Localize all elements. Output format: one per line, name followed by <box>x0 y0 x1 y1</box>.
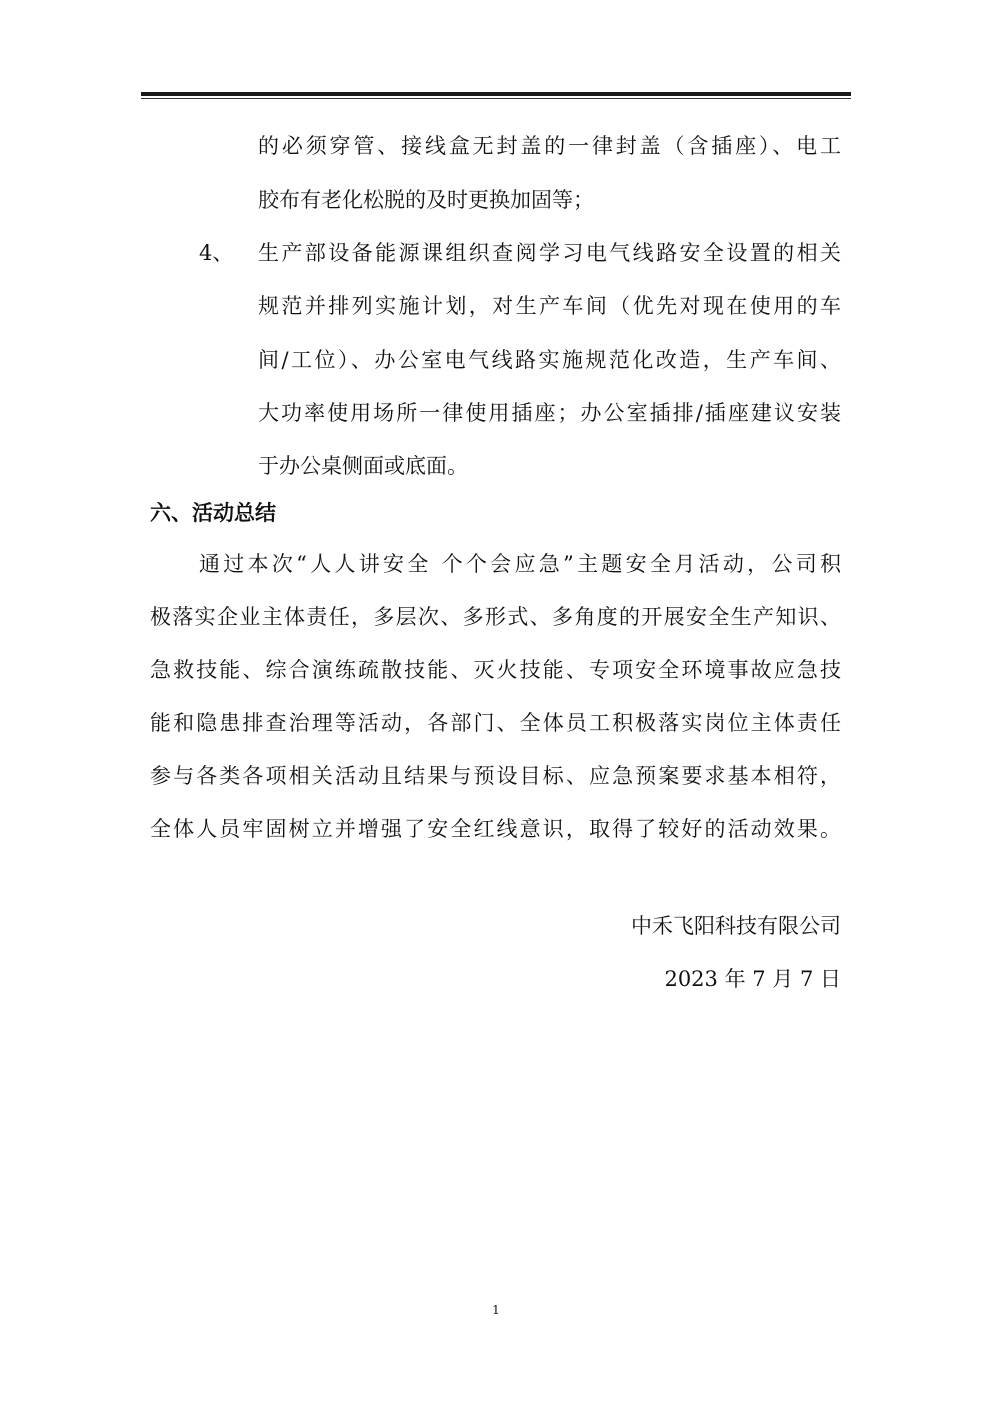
section6-line-6: 全体人员牢固树立并增强了安全红线意识，取得了较好的活动效果。 <box>150 817 841 841</box>
item4-number: 4、 <box>199 241 234 265</box>
section6-line-2: 极落实企业主体责任，多层次、多形式、多角度的开展安全生产知识、 <box>150 605 841 629</box>
item4-line-3: 间/工位）、办公室电气线路实施规范化改造，生产车间、 <box>258 348 841 372</box>
header-rule-thin <box>141 98 851 99</box>
section6-heading: 六、活动总结 <box>150 500 276 525</box>
item4-line-5: 于办公桌侧面或底面。 <box>258 454 468 478</box>
item4-line-1: 生产部设备能源课组织查阅学习电气线路安全设置的相关 <box>258 241 841 265</box>
header-rule <box>141 92 851 96</box>
page-number: 1 <box>492 1303 500 1317</box>
section6-line-5: 参与各类各项相关活动且结果与预设目标、应急预案要求基本相符， <box>150 764 841 788</box>
section6-line-3: 急救技能、综合演练疏散技能、灭火技能、专项安全环境事故应急技 <box>150 658 841 682</box>
item4-line-2: 规范并排列实施计划，对生产车间（优先对现在使用的车 <box>258 294 841 318</box>
document-date: 2023 年 7 月 7 日 <box>664 967 841 991</box>
item4-line-4: 大功率使用场所一律使用插座；办公室插排/插座建议安装 <box>258 401 841 425</box>
company-name: 中禾飞阳科技有限公司 <box>631 914 841 938</box>
item3-continued-line-2: 胶布有老化松脱的及时更换加固等； <box>258 188 594 212</box>
section6-line-1: 通过本次“人人讲安全 个个会应急”主题安全月活动，公司积 <box>199 552 841 576</box>
item3-continued-line-1: 的必须穿管、接线盒无封盖的一律封盖（含插座）、电工 <box>258 134 841 158</box>
section6-line-4: 能和隐患排查治理等活动，各部门、全体员工积极落实岗位主体责任 <box>150 711 841 735</box>
